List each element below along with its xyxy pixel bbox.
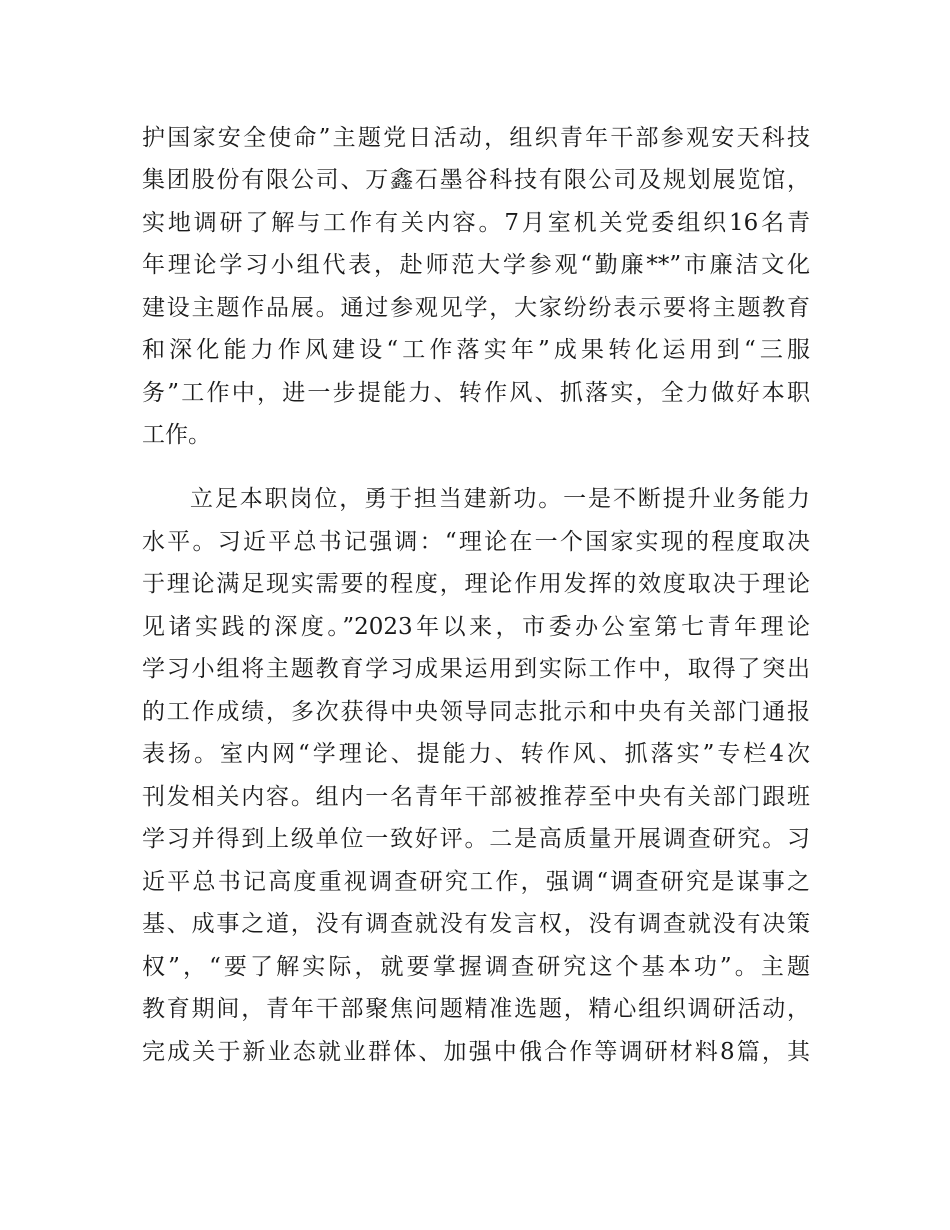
- paragraph-2-line-5: 学习小组将主题教育学习成果运用到实际工作中，取得了突出: [142, 656, 810, 682]
- paragraph-2-line-8: 刊发相关内容。组内一名青年干部被推荐至中央有关部门跟班: [142, 784, 810, 810]
- paragraph-2-line-10: 近平总书记高度重视调查研究工作，强调“调查研究是谋事之: [142, 869, 810, 895]
- paragraph-2-line-11: 基、成事之道，没有调查就没有发言权，没有调查就没有决策: [142, 911, 810, 937]
- paragraph-2-line-7: 表扬。室内网“学理论、提能力、转作风、抓落实”专栏4次: [142, 741, 810, 767]
- paragraph-1-line-3: 实地调研了解与工作有关内容。7月室机关党委组织16名青: [142, 210, 810, 236]
- paragraph-2-line-1: 立足本职岗位，勇于担当建新功。一是不断提升业务能力: [190, 486, 810, 512]
- paragraph-2-line-2: 水平。习近平总书记强调：“理论在一个国家实现的程度取决: [142, 529, 810, 555]
- paragraph-2-line-12: 权”，“要了解实际，就要掌握调查研究这个基本功”。主题: [142, 954, 810, 980]
- paragraph-1-line-7: 务”工作中，进一步提能力、转作风、抓落实，全力做好本职: [142, 380, 810, 406]
- paragraph-2-line-13: 教育期间，青年干部聚焦问题精准选题，精心组织调研活动，: [142, 996, 810, 1022]
- paragraph-1-line-2: 集团股份有限公司、万鑫石墨谷科技有限公司及规划展览馆，: [142, 167, 810, 193]
- paragraph-2-line-9: 学习并得到上级单位一致好评。二是高质量开展调查研究。习: [142, 826, 810, 852]
- paragraph-1-line-8: 工作。: [142, 422, 211, 448]
- paragraph-2-line-14: 完成关于新业态就业群体、加强中俄合作等调研材料8篇，其: [142, 1039, 810, 1065]
- paragraph-2-line-3: 于理论满足现实需要的程度，理论作用发挥的效度取决于理论: [142, 571, 810, 597]
- paragraph-1-line-6: 和深化能力作风建设“工作落实年”成果转化运用到“三服: [142, 337, 810, 363]
- paragraph-1-line-4: 年理论学习小组代表，赴师范大学参观“勤廉**”市廉洁文化: [142, 252, 810, 278]
- paragraph-1-line-1: 护国家安全使命”主题党日活动，组织青年干部参观安天科技: [142, 125, 810, 151]
- paragraph-1-line-5: 建设主题作品展。通过参观见学，大家纷纷表示要将主题教育: [142, 295, 810, 321]
- paragraph-2-line-6: 的工作成绩，多次获得中央领导同志批示和中央有关部门通报: [142, 699, 810, 725]
- paragraph-2-line-4: 见诸实践的深度。”2023年以来，市委办公室第七青年理论: [142, 614, 810, 640]
